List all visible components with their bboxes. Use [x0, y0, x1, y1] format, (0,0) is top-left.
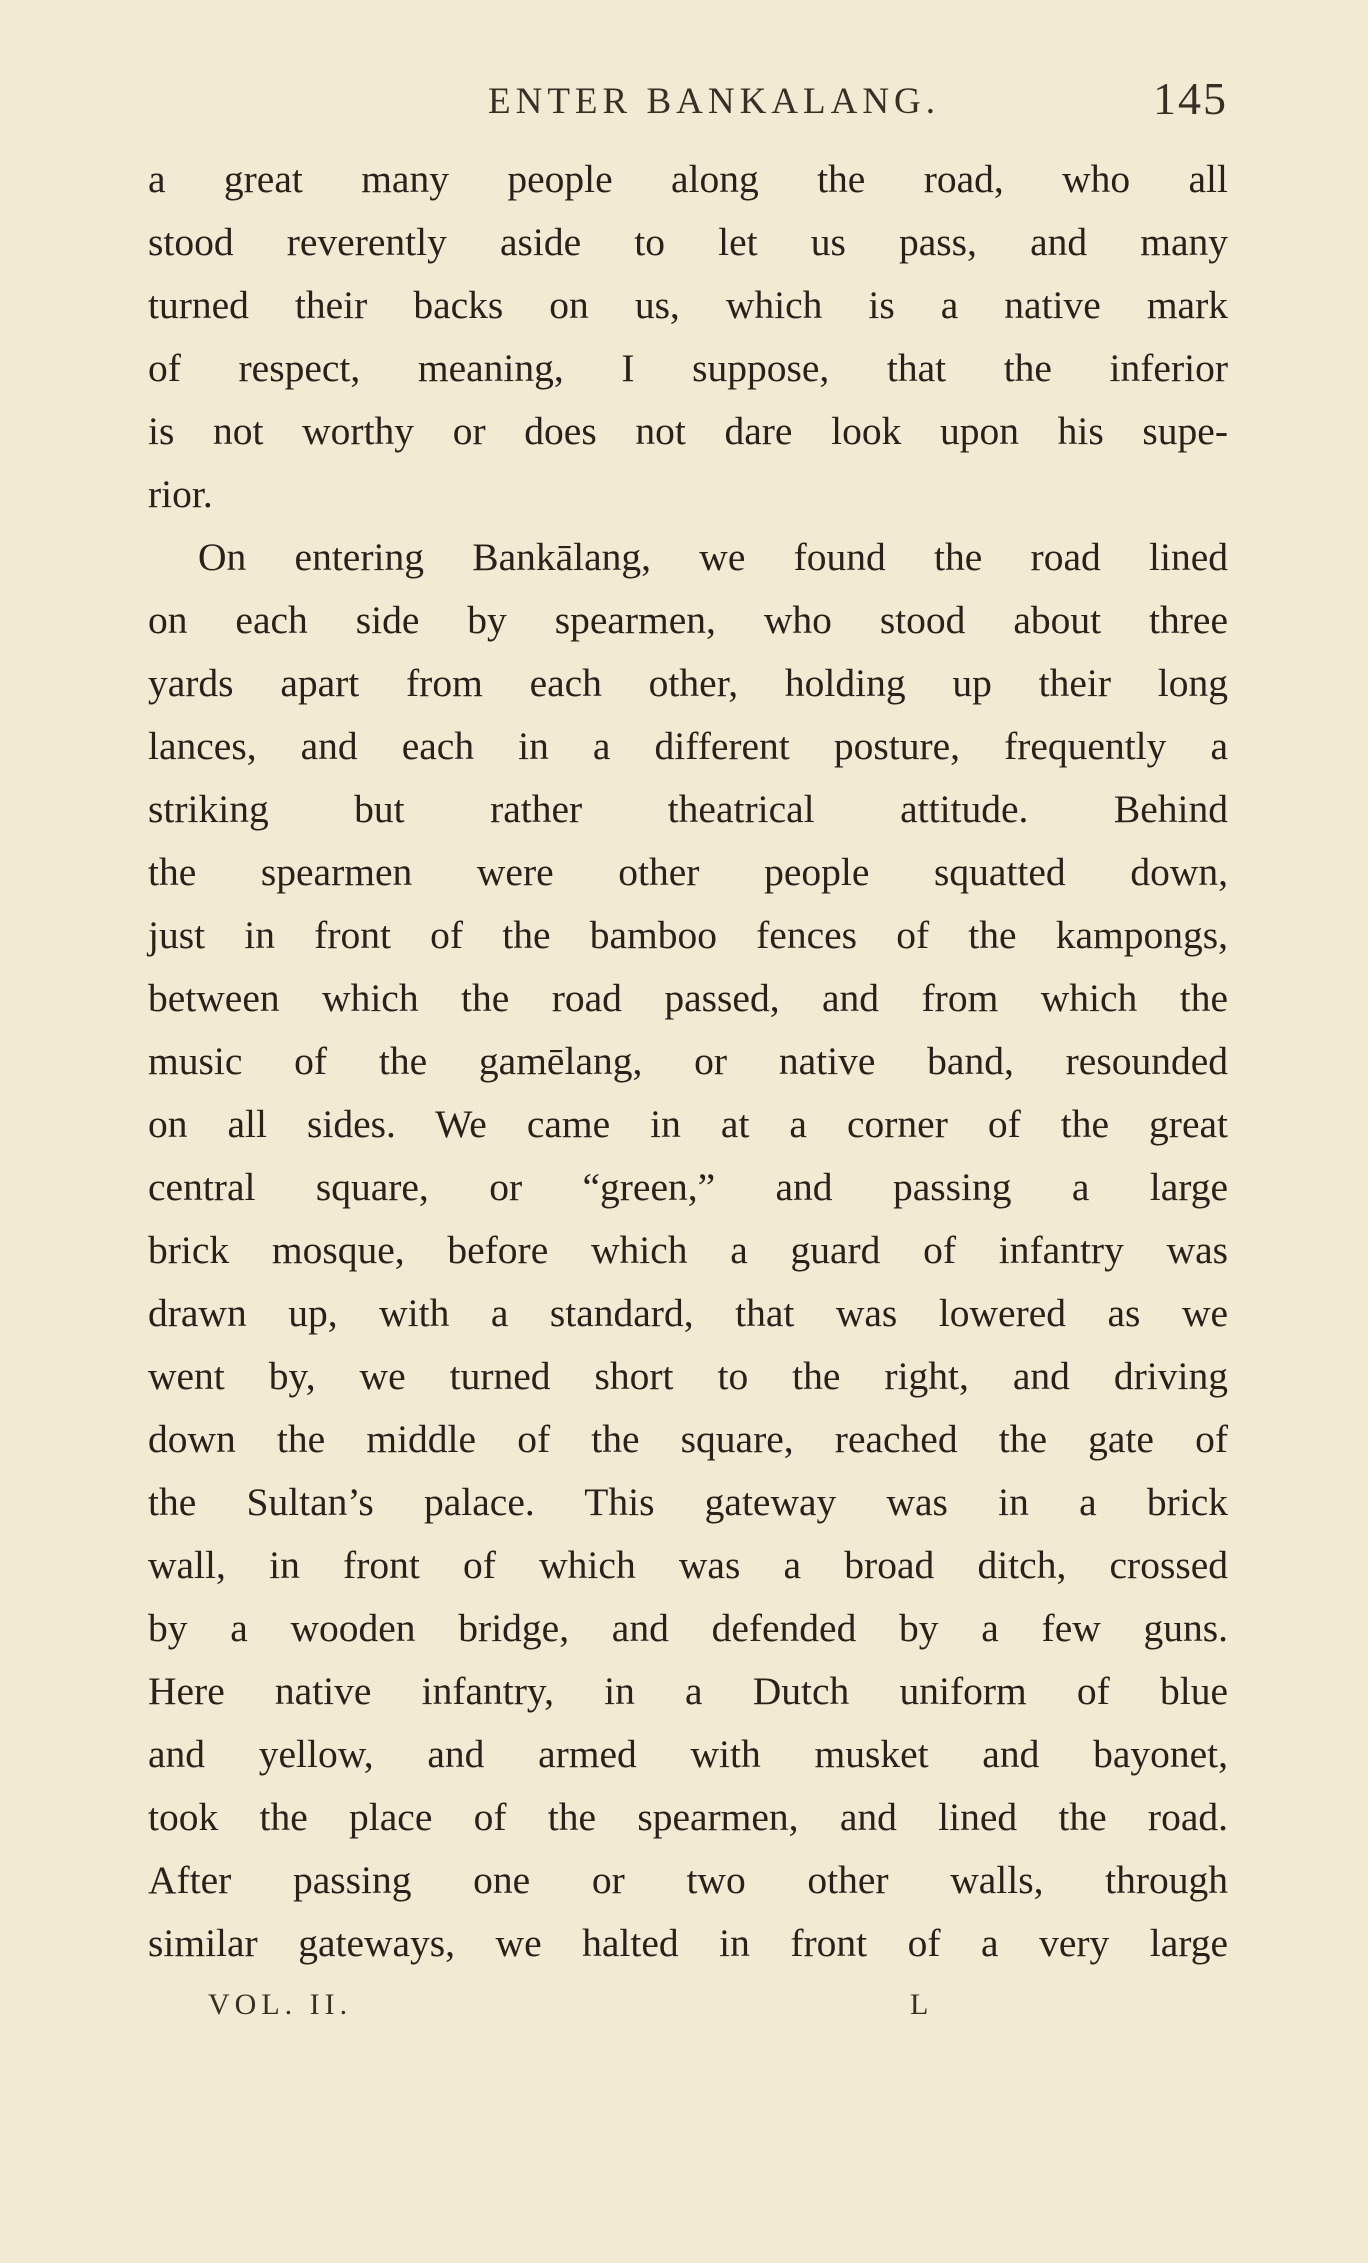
text-line: a great many people along the road, who all	[148, 157, 1228, 201]
text-line: went by, we turned short to the right, and driving	[148, 1354, 1228, 1398]
body-text	[148, 148, 1228, 1975]
text-line: Here native infantry, in a Dutch uniform of blue	[148, 1669, 1228, 1713]
text-line: striking but rather theatrical attitude. Behind	[148, 787, 1228, 831]
paragraph	[148, 526, 1228, 1975]
text-line: central square, or “green,” and passing a large	[148, 1165, 1228, 1209]
text-line: On entering Bankālang, we found the road lined	[198, 535, 1228, 579]
paragraph	[148, 148, 1228, 526]
text-line: similar gateways, we halted in front of a very large	[148, 1921, 1228, 1965]
text-line: on each side by spearmen, who stood about three	[148, 598, 1228, 642]
text-line: music of the gamēlang, or native band, resounded	[148, 1039, 1228, 1083]
text-line: drawn up, with a standard, that was lowered as we	[148, 1291, 1228, 1335]
text-line: on all sides. We came in at a corner of the great	[148, 1102, 1228, 1146]
text-line: After passing one or two other walls, through	[148, 1858, 1228, 1902]
text-line: down the middle of the square, reached the gate of	[148, 1417, 1228, 1461]
text-line: the Sultan’s palace. This gateway was in a brick	[148, 1480, 1228, 1524]
text-line: turned their backs on us, which is a native mark	[148, 283, 1228, 327]
text-line: yards apart from each other, holding up their long	[148, 661, 1228, 705]
text-line: took the place of the spearmen, and lined the road.	[148, 1795, 1228, 1839]
text-line: lances, and each in a different posture, frequently a	[148, 724, 1228, 768]
text-line: and yellow, and armed with musket and bayonet,	[148, 1732, 1228, 1776]
text-line: rior.	[148, 472, 213, 516]
volume-signature: VOL. II.	[208, 1988, 353, 2021]
signature-letter: L	[910, 1988, 929, 2021]
running-title: ENTER BANKALANG.	[488, 81, 941, 122]
text-line: is not worthy or does not dare look upon his supe-	[148, 409, 1228, 453]
text-line: of respect, meaning, I suppose, that the inferior	[148, 346, 1228, 390]
text-line: brick mosque, before which a guard of infantry was	[148, 1228, 1228, 1272]
page-footer	[148, 1988, 1228, 2038]
text-line: the spearmen were other people squatted down,	[148, 850, 1228, 894]
text-line: between which the road passed, and from which the	[148, 976, 1228, 1020]
text-line: wall, in front of which was a broad ditch, crossed	[148, 1543, 1228, 1587]
text-line: stood reverently aside to let us pass, and many	[148, 220, 1228, 264]
page-number: 145	[1153, 73, 1228, 124]
text-line: by a wooden bridge, and defended by a few guns.	[148, 1606, 1228, 1650]
text-line: just in front of the bamboo fences of the kampongs,	[148, 913, 1228, 957]
running-head	[148, 72, 1228, 132]
